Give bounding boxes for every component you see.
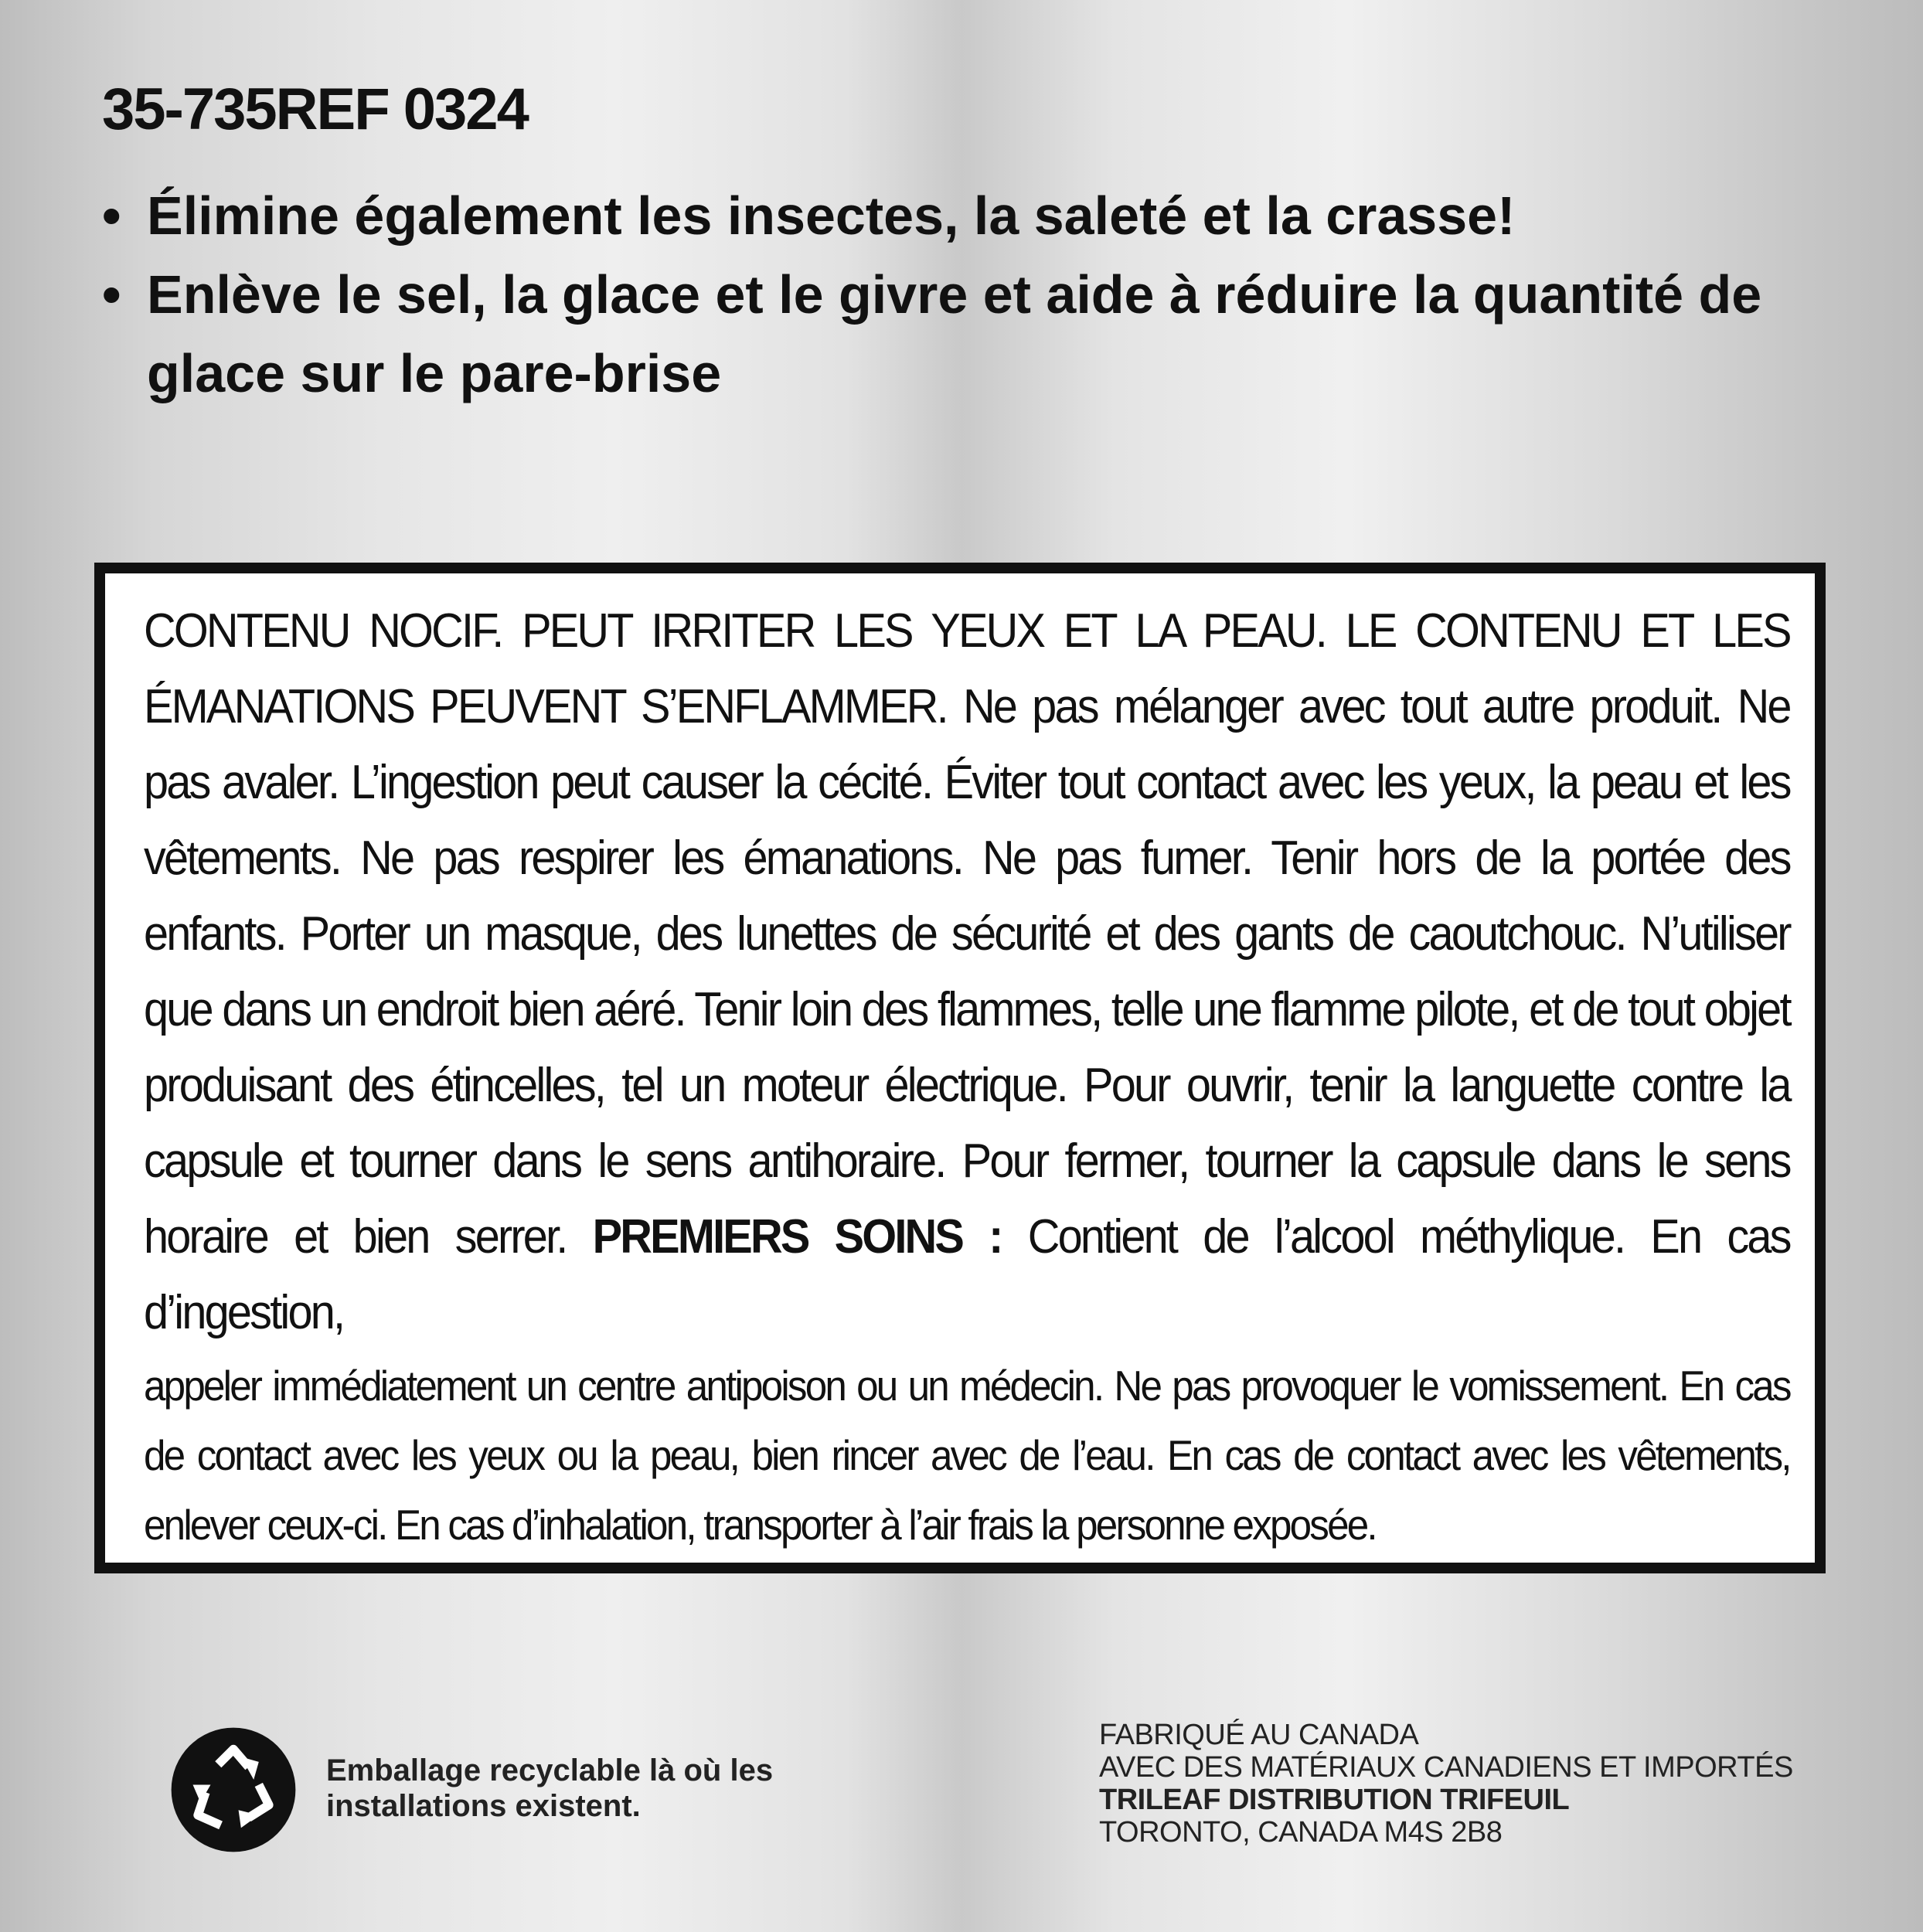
recycle-icon [170,1726,297,1853]
feature-bullet [102,255,1833,413]
manufacturer-info [1099,1719,1793,1849]
made-in: FABRIQUÉ AU CANADA [1099,1719,1419,1751]
recycling-line: installations existent. [326,1789,641,1823]
recycling-note [326,1753,773,1824]
feature-text: Élimine également les insectes, la saleté et la crasse! [147,185,1516,246]
first-aid-heading: PREMIERS SOINS : [592,1210,1002,1264]
reference-code: 35-735REF 0324 [102,77,528,142]
bullet-dot: • [102,264,121,325]
first-aid-paragraph: appeler immédiatement un centre antipoison ou un médecin. Ne pas provoquer le vomissement. En cas de contact avec les yeux ou la peau, bien rincer avec de l’eau. En cas de contact avec les vêtements, enlever ceux-ci. En cas d’inhalation, transporter à l’air frais la personne exposée. [144,1362,1790,1549]
warning-paragraph [144,594,1790,1351]
materials: AVEC DES MATÉRIAUX CANADIENS ET IMPORTÉS [1099,1751,1793,1784]
bullet-dot: • [102,185,121,246]
feature-text: Enlève le sel, la glace et le givre et aide à réduire la quantité de glace sur le pare-brise [147,264,1762,403]
feature-bullets [102,176,1833,413]
warning-box [94,563,1826,1573]
warning-caps: CONTENU NOCIF. PEUT IRRITER LES YEUX ET LA PEAU. LE CONTENU ET LES ÉMANATIONS PEUVENT S’ENFLAMMER. [144,604,1790,733]
feature-bullet [102,176,1833,255]
distributor: TRILEAF DISTRIBUTION TRIFEUIL [1099,1784,1570,1816]
address: TORONTO, CANADA M4S 2B8 [1099,1816,1503,1849]
first-aid-lead: Contient de l’alcool méthylique. En cas d’ingestion, [144,1210,1790,1339]
recycling-line: Emballage recyclable là où les [326,1753,774,1787]
warning-body: Ne pas mélanger avec tout autre produit. Ne pas avaler. L’ingestion peut causer la cécité. Éviter tout contact avec les yeux, la peau et les vêtements. Ne pas respirer les émanations. Ne pas fumer. Tenir hors de la portée des enfants. Porter un masque, des lunettes de sécurité et des gants de caoutchouc. N’utiliser que dans un endroit bien aéré. Tenir loin des flammes, telle une flamme pilote, et de tout objet produisant des étincelles, tel un moteur électrique. Pour ouvrir, tenir la languette contre la capsule et tourner dans le sens antihoraire. Pour fermer, tourner la capsule dans le sens horaire et bien serrer. [144,680,1790,1264]
